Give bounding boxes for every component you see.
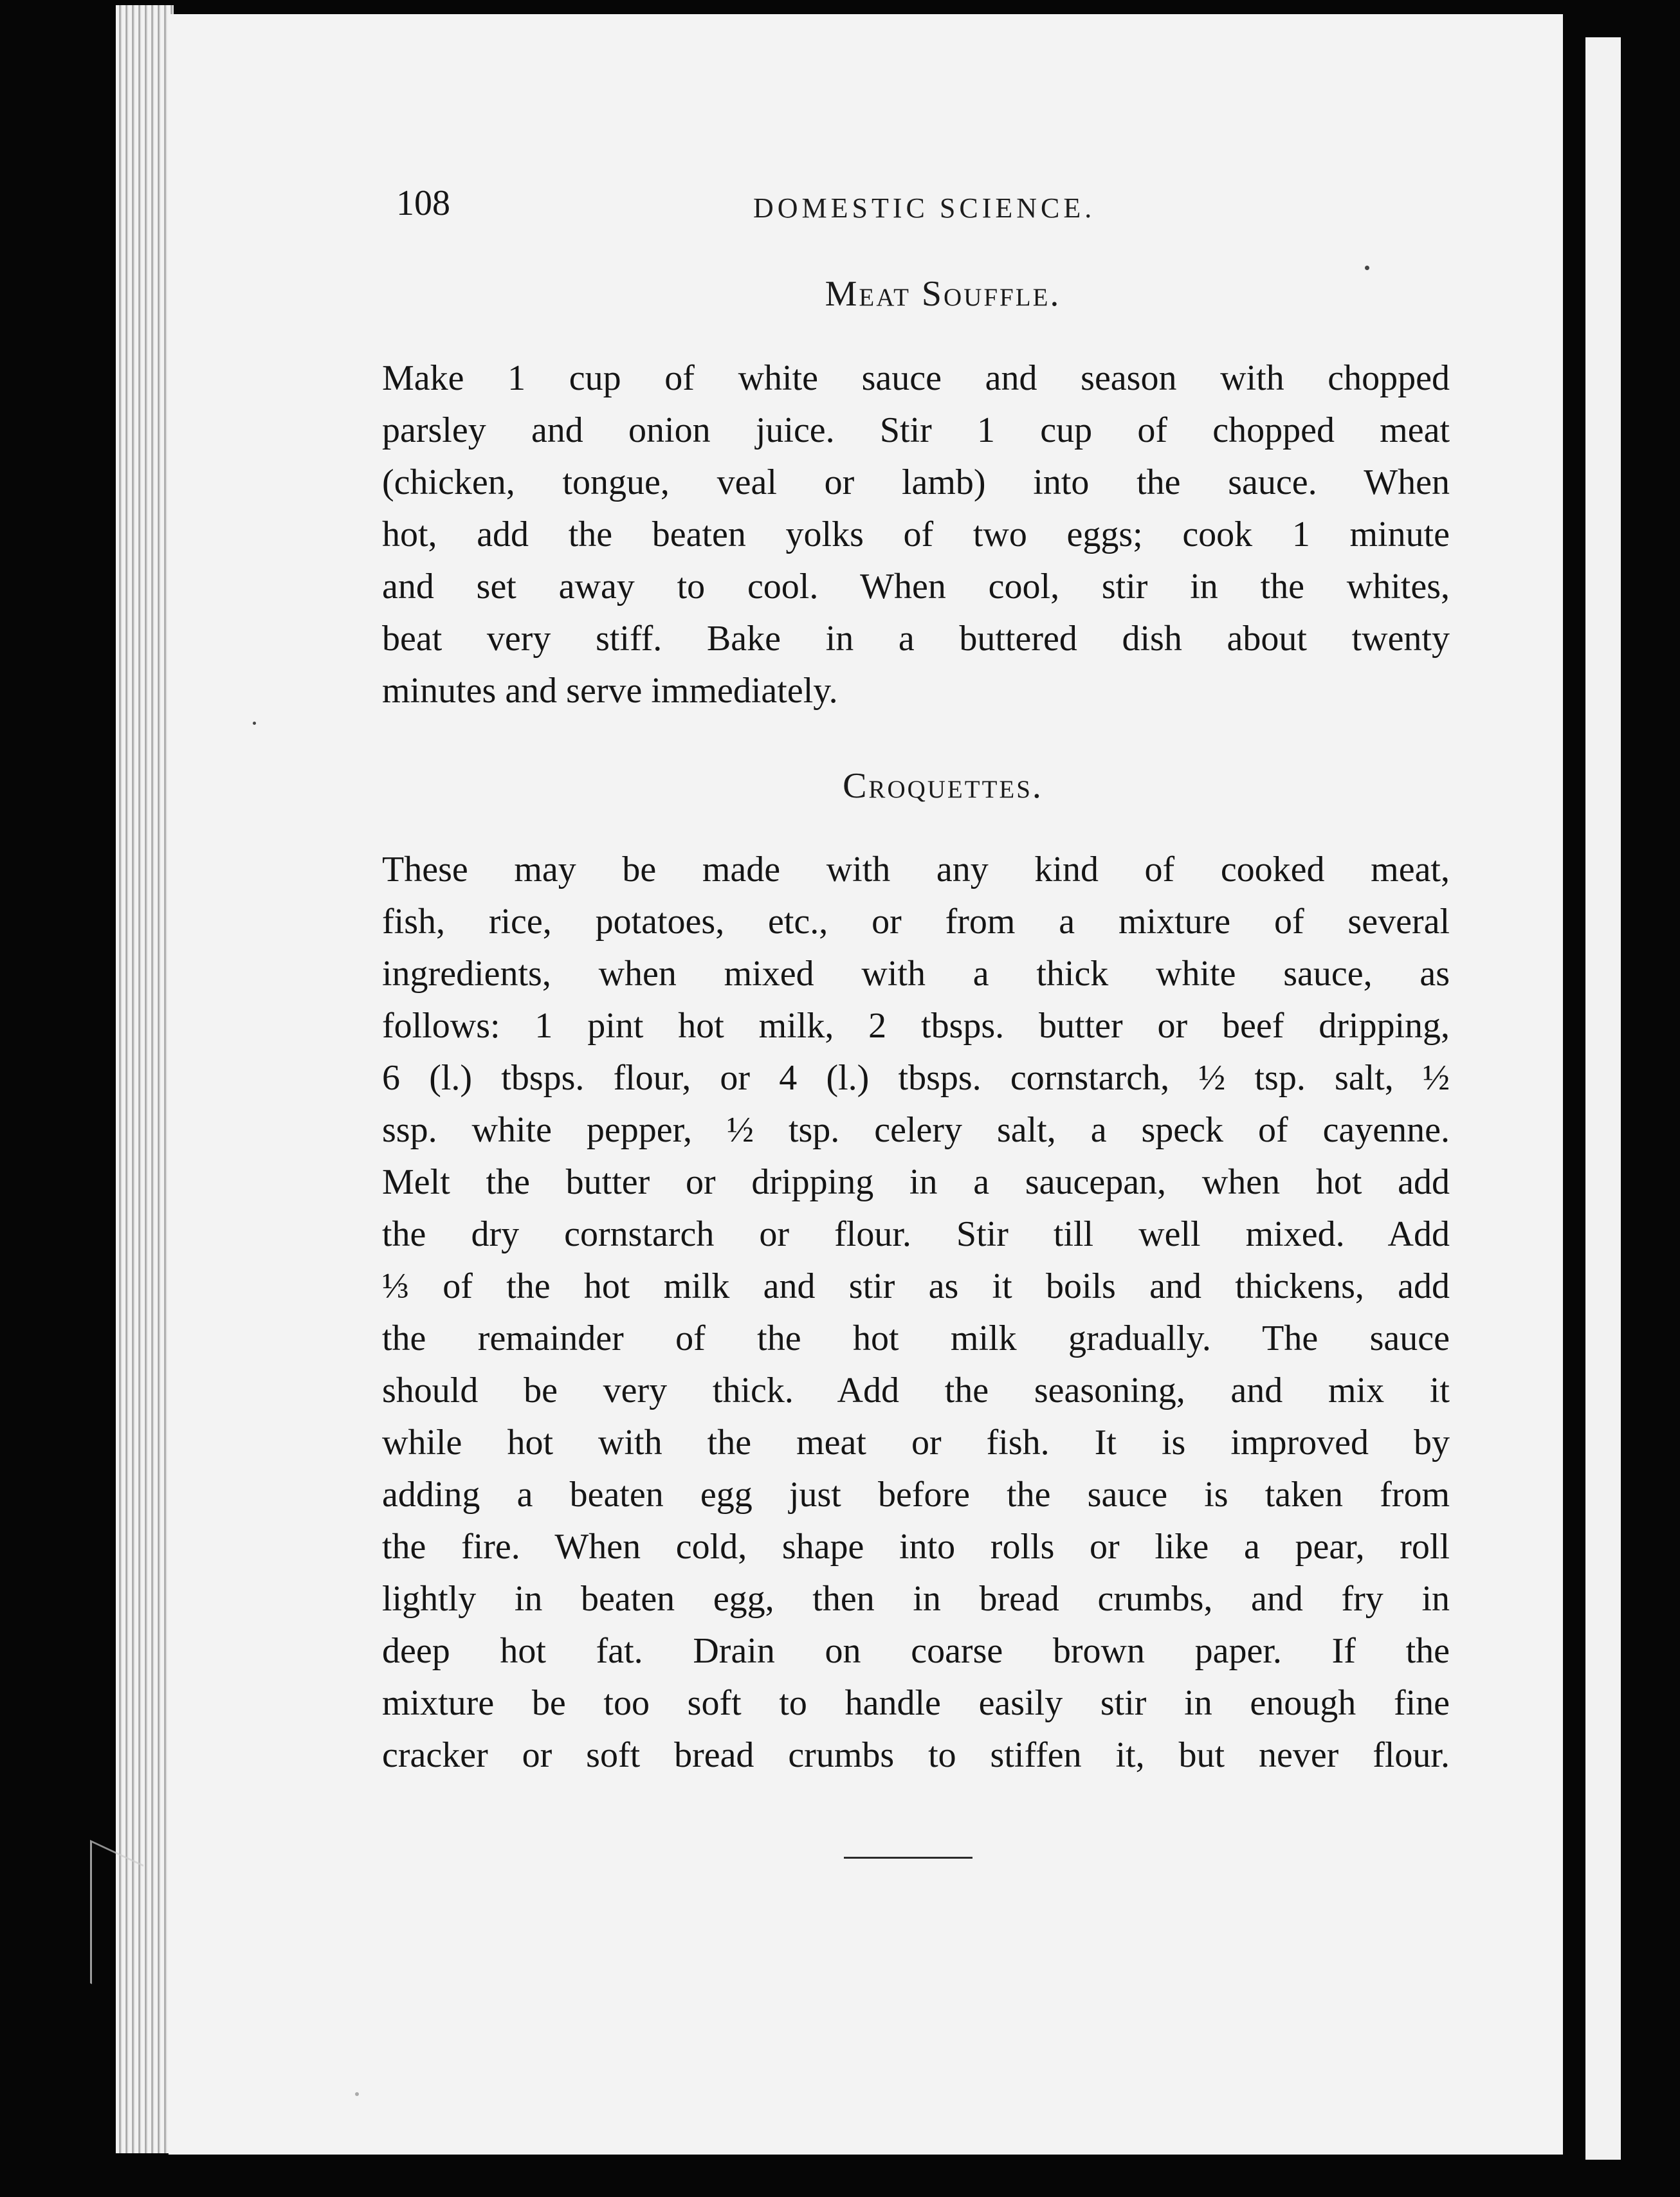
page-edge-tear <box>90 1840 143 2009</box>
paragraph-croquettes <box>382 844 1450 1782</box>
text-line: the fire. When cold, shape into rolls or like a pear, roll <box>382 1527 1450 1567</box>
end-rule <box>844 1857 972 1859</box>
text-line: should be very thick. Add the seasoning, and mix it <box>382 1371 1450 1410</box>
text-line: ⅓ of the hot milk and stir as it boils and thickens, add <box>382 1266 1450 1306</box>
text-line: hot, add the beaten yolks of two eggs; cook 1 minute <box>382 515 1450 554</box>
facing-page-edge <box>1585 37 1621 2160</box>
text-line: while hot with the meat or fish. It is improved by <box>382 1423 1450 1463</box>
text-line: minutes and serve immediately. <box>382 671 838 711</box>
text-line: follows: 1 pint hot milk, 2 tbsps. butter or beef dripping, <box>382 1006 1450 1046</box>
print-speck <box>355 2092 359 2096</box>
text-line: the dry cornstarch or flour. Stir till well mixed. Add <box>382 1214 1450 1254</box>
section-title-meat-souffle: Meat Souffle. <box>825 274 1061 314</box>
book-page-edges <box>116 5 174 2153</box>
text-line: ssp. white pepper, ½ tsp. celery salt, a speck of cayenne. <box>382 1110 1450 1150</box>
text-line: Make 1 cup of white sauce and season with chopped <box>382 358 1450 398</box>
paragraph-meat-souffle <box>382 352 1450 717</box>
text-line: Melt the butter or dripping in a saucepan, when hot add <box>382 1162 1450 1202</box>
text-line: adding a beaten egg just before the sauce is taken from <box>382 1475 1450 1515</box>
text-line: mixture be too soft to handle easily stir in enough fine <box>382 1683 1450 1723</box>
text-line: cracker or soft bread crumbs to stiffen it, but never flour. <box>382 1735 1450 1775</box>
text-line: 6 (l.) tbsps. flour, or 4 (l.) tbsps. cornstarch, ½ tsp. salt, ½ <box>382 1058 1450 1098</box>
text-line: the remainder of the hot milk gradually. The sauce <box>382 1318 1450 1358</box>
text-line: and set away to cool. When cool, stir in the whites, <box>382 567 1450 606</box>
print-speck <box>1365 266 1369 270</box>
text-line: (chicken, tongue, veal or lamb) into the sauce. When <box>382 462 1450 502</box>
text-line: ingredients, when mixed with a thick white sauce, as <box>382 954 1450 994</box>
print-speck <box>253 722 256 725</box>
text-line: These may be made with any kind of cooked meat, <box>382 850 1450 889</box>
page-header <box>396 183 1100 234</box>
text-line: beat very stiff. Bake in a buttered dish about twenty <box>382 619 1450 659</box>
text-line: fish, rice, potatoes, etc., or from a mixture of several <box>382 902 1450 942</box>
text-line: deep hot fat. Drain on coarse brown paper. If the <box>382 1631 1450 1671</box>
running-head: DOMESTIC SCIENCE. <box>753 192 1096 224</box>
text-line: lightly in beaten egg, then in bread crumbs, and fry in <box>382 1579 1450 1619</box>
text-line: parsley and onion juice. Stir 1 cup of chopped meat <box>382 410 1450 450</box>
section-title-croquettes: Croquettes. <box>843 766 1043 806</box>
page-number: 108 <box>396 183 450 223</box>
